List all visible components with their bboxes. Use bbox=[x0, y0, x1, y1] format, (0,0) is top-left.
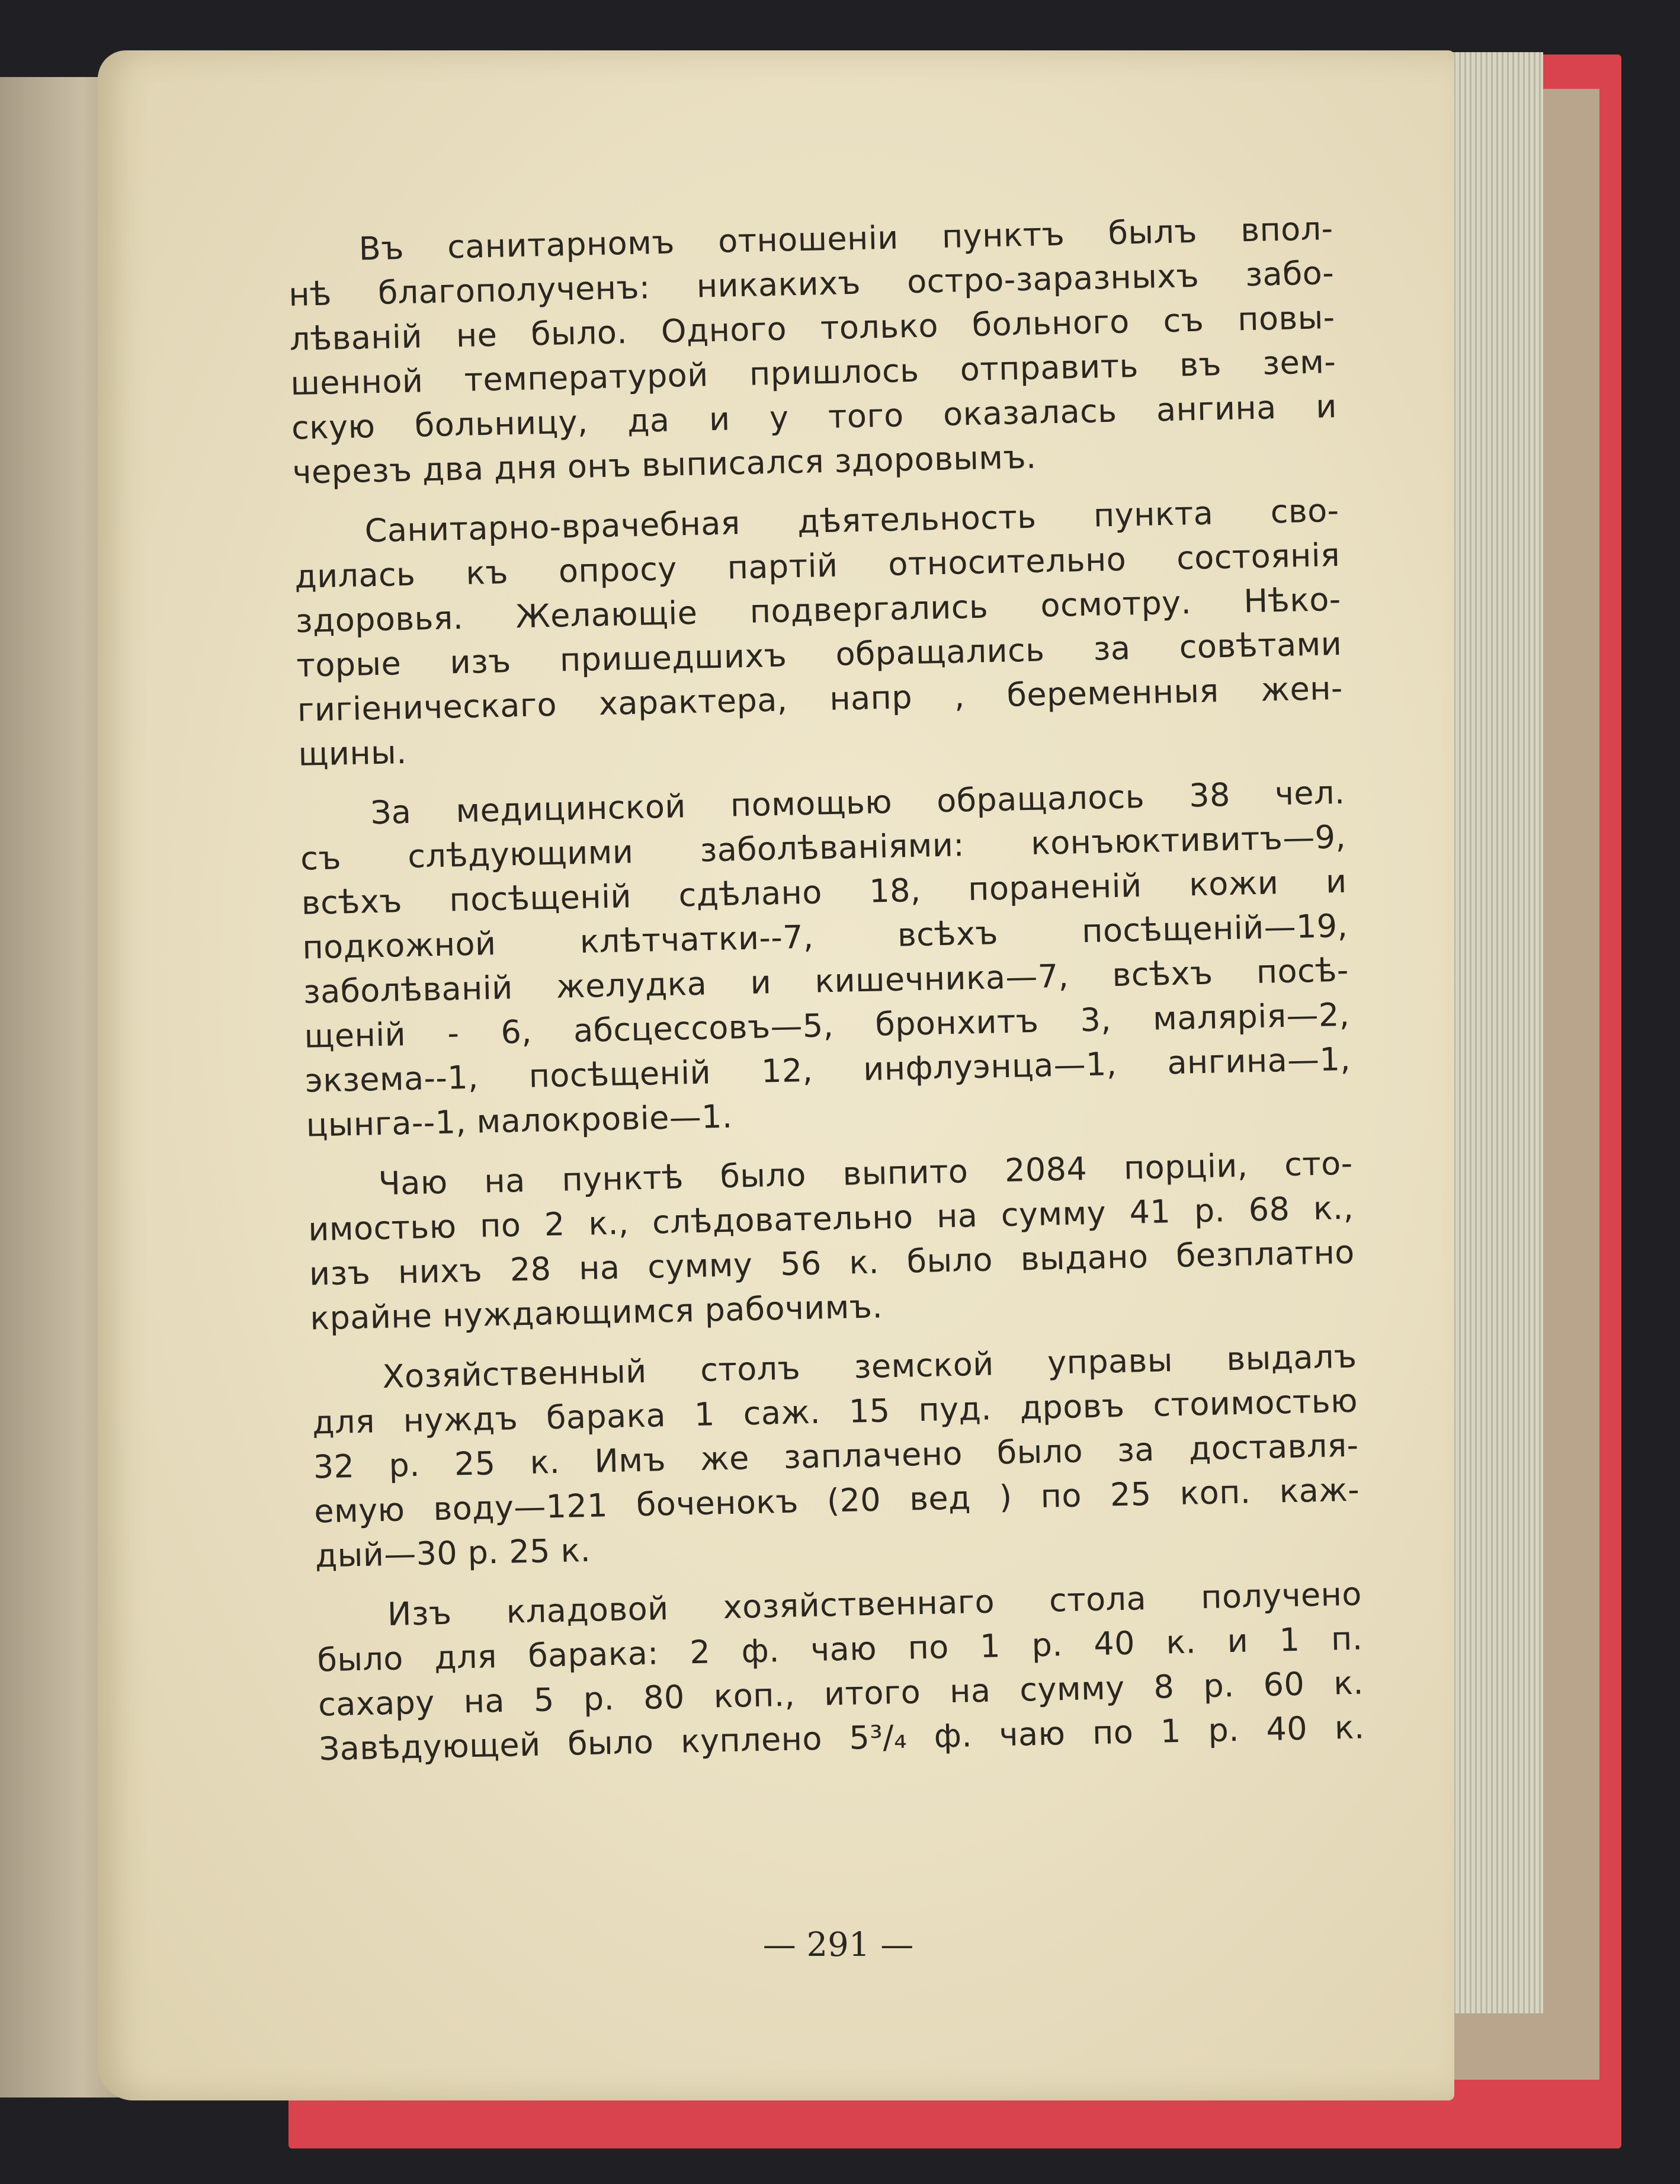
page-edges bbox=[1439, 52, 1543, 2013]
text-line: щенiй - 6, абсцессовъ—5, бронхитъ 3, малярiя—2, bbox=[303, 995, 1350, 1055]
paragraph bbox=[287, 206, 1338, 495]
text-line: Изъ кладовой хозяйственнаго стола получено bbox=[387, 1575, 1362, 1633]
paragraph bbox=[307, 1141, 1356, 1341]
text-line: щины. bbox=[297, 733, 408, 773]
paragraph bbox=[311, 1334, 1361, 1578]
text-line: Чаю на пунктѣ было выпито 2084 порцiи, сто- bbox=[378, 1144, 1354, 1203]
text-line: лѣванiй не было. Одного только больного съ повы- bbox=[289, 299, 1336, 358]
text-line: Завѣдующей было куплено 5³/₄ ф. чаю по 1 р. 40 к. bbox=[319, 1708, 1365, 1768]
text-line: дилась къ опросу партiй относительно состоянiя bbox=[294, 536, 1341, 595]
text-line: экзема--1, посѣщенiй 12, инфлуэнца—1, ангина—1, bbox=[304, 1040, 1351, 1100]
text-line: Въ санитарномъ отношенiи пунктъ былъ впол- bbox=[358, 210, 1334, 268]
paragraph bbox=[316, 1572, 1365, 1772]
text-line: было для барака: 2 ф. чаю по 1 р. 40 к. и 1 п. bbox=[316, 1619, 1363, 1679]
text-line: для нуждъ барака 1 саж. 15 пуд. дровъ стоимостью bbox=[312, 1382, 1358, 1442]
paragraph bbox=[299, 770, 1352, 1148]
text-line: Санитарно-врачебная дѣятельность пункта сво- bbox=[364, 491, 1340, 550]
text-line: скую больницу, да и у того оказалась ангина и bbox=[291, 387, 1338, 447]
text-line: нѣ благополученъ: никакихъ остро-заразныхъ забо- bbox=[288, 254, 1335, 313]
text-line: имостью по 2 к., слѣдовательно на сумму 41 р. 68 к., bbox=[307, 1189, 1354, 1248]
text-line: всѣхъ посѣщенiй сдѣлано 18, пораненiй кожи и bbox=[301, 862, 1348, 922]
text-line: За медицинской помощью обращалось 38 чел. bbox=[370, 773, 1345, 832]
text-line: заболѣванiй желудка и кишечника—7, всѣхъ посѣ- bbox=[303, 951, 1349, 1011]
page-text bbox=[287, 206, 1365, 1786]
book-page bbox=[98, 50, 1454, 2100]
text-line: черезъ два дня онъ выписался здоровымъ. bbox=[291, 438, 1037, 491]
text-line: здоровья. Желающiе подвергались осмотру. Нѣко- bbox=[295, 580, 1342, 640]
text-line: торые изъ пришедшихъ обращались за совѣтами bbox=[296, 625, 1342, 684]
text-line: крайне нуждающимся рабочимъ. bbox=[309, 1288, 883, 1337]
text-line: цынга--1, малокровiе—1. bbox=[306, 1097, 733, 1144]
text-line: изъ нихъ 28 на сумму 56 к. было выдано безплатно bbox=[309, 1233, 1355, 1293]
text-line: дый—30 р. 25 к. bbox=[315, 1531, 591, 1575]
text-line: гигiеническаго характера, напр , беременныя жен- bbox=[297, 669, 1344, 729]
text-line: Хозяйственный столъ земской управы выдалъ bbox=[381, 1337, 1357, 1396]
text-line: емую воду—121 боченокъ (20 вед ) по 25 коп. каж- bbox=[313, 1471, 1360, 1530]
text-line: сахару на 5 р. 80 коп., итого на сумму 8 р. 60 к. bbox=[318, 1664, 1364, 1724]
text-line: 32 р. 25 к. Имъ же заплачено было за доставля- bbox=[313, 1426, 1360, 1486]
text-line: подкожной клѣтчатки--7, всѣхъ посѣщенiй—19, bbox=[302, 907, 1348, 966]
text-line: съ слѣдующими заболѣванiями: конъюктивитъ—9, bbox=[300, 818, 1346, 878]
text-line: шенной температурой пришлось отправить въ зем- bbox=[290, 342, 1336, 402]
paragraph bbox=[293, 488, 1344, 777]
page-number: — 291 — bbox=[762, 1926, 914, 1964]
